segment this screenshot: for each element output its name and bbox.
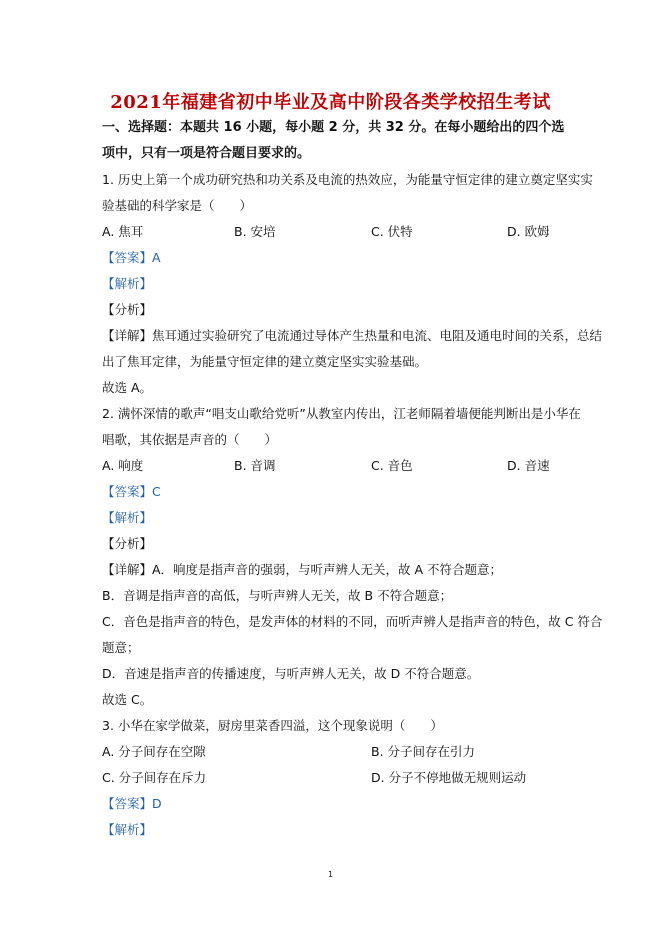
section-heading-line-1: 一、选择题：本题共 16 小题，每小题 2 分，共 32 分。在每小题给出的四个选 (102, 120, 565, 135)
q3-option-d: D. 分子不停地做无规则运动 (371, 770, 527, 785)
q2-option-d: D. 音速 (507, 458, 550, 473)
q3-option-c: C. 分子间存在斥力 (102, 770, 207, 785)
q1-stem-line-2: 验基础的科学家是（ ） (102, 198, 253, 213)
q2-conclusion: 故选 C。 (102, 692, 153, 707)
page-number: 1 (327, 870, 334, 879)
q2-stem-line-1: 2. 满怀深情的歌声“唱支山歌给党听”从教室内传出，江老师隔着墙便能判断出是小华在 (102, 406, 581, 421)
q2-detail-line-2: B．音调是指声音的高低，与听声辨人无关，故 B 不符合题意； (102, 588, 453, 603)
q2-option-a: A. 响度 (102, 458, 144, 473)
q3-jiexi-label: 【解析】 (102, 822, 153, 837)
q2-stem-line-2: 唱歌，其依据是声音的（ ） (102, 432, 278, 447)
q1-answer: 【答案】A (102, 250, 161, 265)
q2-answer: 【答案】C (102, 484, 161, 499)
q1-stem-line-1: 1. 历史上第一个成功研究热和功关系及电流的热效应，为能量守恒定律的建立奠定坚实实 (102, 172, 593, 187)
q2-detail-line-3: C．音色是指声音的特色，是发声体的材料的不同，而听声辨人是指声音的特色，故 C 符合 (102, 614, 603, 629)
q1-detail-line-1: 【详解】焦耳通过实验研究了电流通过导体产生热量和电流、电阻及通电时间的关系，总结 (102, 328, 603, 343)
q1-jiexi-label: 【解析】 (102, 276, 153, 291)
q2-fenxi-label: 【分析】 (102, 536, 153, 551)
q2-detail-line-5: D．音速是指声音的传播速度，与听声辨人无关，故 D 不符合题意。 (102, 666, 480, 681)
q3-option-b: B. 分子间存在引力 (371, 744, 476, 759)
section-heading-line-2: 项中，只有一项是符合题目要求的。 (102, 146, 311, 161)
q1-fenxi-label: 【分析】 (102, 302, 153, 317)
q2-option-c: C. 音色 (371, 458, 413, 473)
page-title: 2021年福建省初中毕业及高中阶段各类学校招生考试 (110, 92, 551, 113)
q1-option-d: D. 欧姆 (507, 224, 550, 239)
q3-answer: 【答案】D (102, 796, 162, 811)
q1-conclusion: 故选 A。 (102, 380, 153, 395)
q1-option-a: A. 焦耳 (102, 224, 144, 239)
q2-detail-line-1: 【详解】A．响度是指声音的强弱，与听声辨人无关，故 A 不符合题意； (102, 562, 503, 577)
q1-detail-line-2: 出了焦耳定律，为能量守恒定律的建立奠定坚实实验基础。 (102, 354, 428, 369)
q1-option-b: B. 安培 (234, 224, 276, 239)
q1-option-c: C. 伏特 (371, 224, 413, 239)
q2-detail-line-4: 题意； (102, 640, 140, 655)
q3-option-a: A. 分子间存在空隙 (102, 744, 206, 759)
q2-jiexi-label: 【解析】 (102, 510, 153, 525)
q2-option-b: B. 音调 (234, 458, 276, 473)
q3-stem: 3. 小华在家学做菜，厨房里菜香四溢，这个现象说明（ ） (102, 718, 443, 733)
